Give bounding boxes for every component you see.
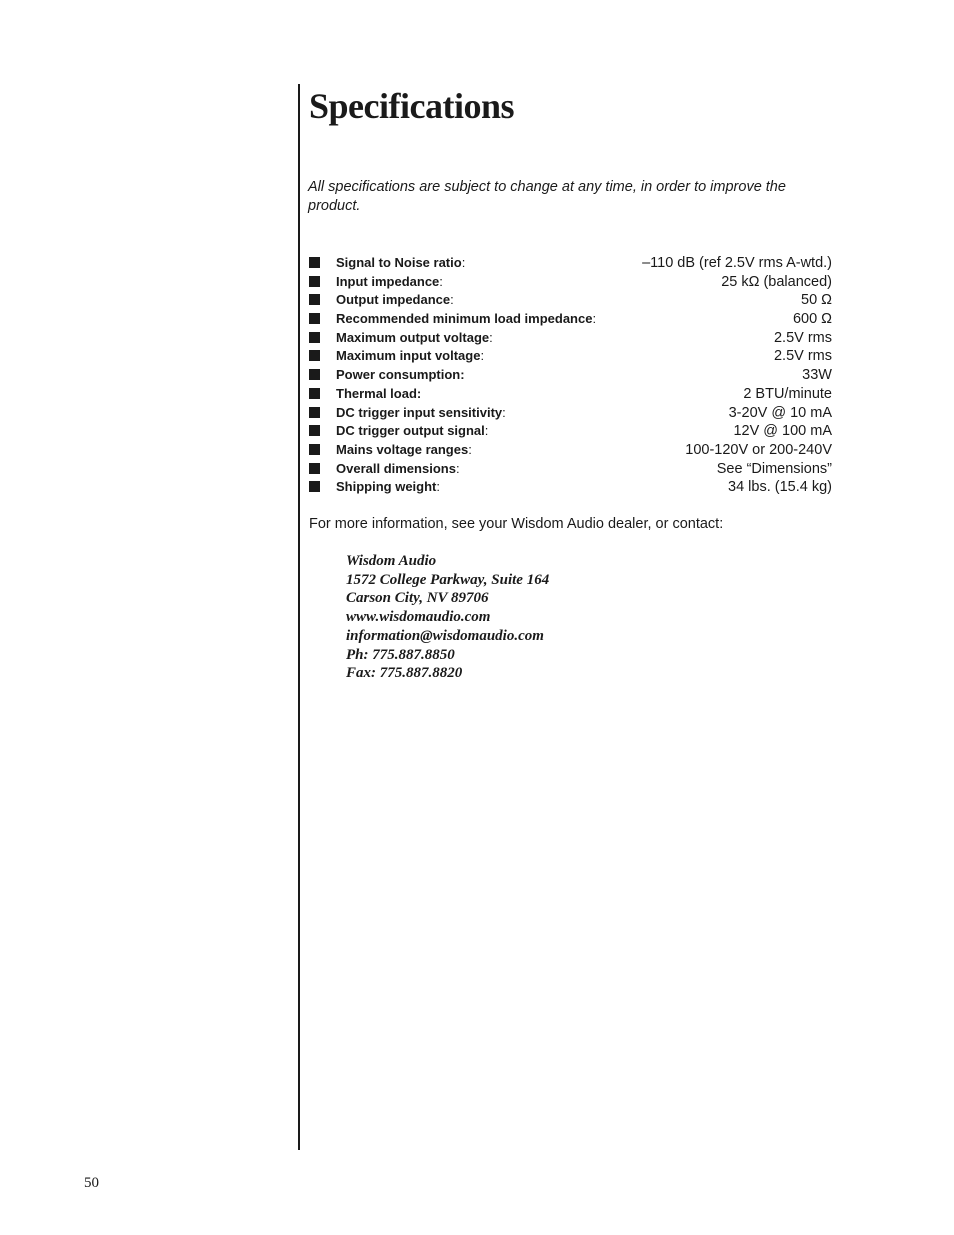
- square-bullet-icon: [309, 444, 320, 455]
- square-bullet-icon: [309, 388, 320, 399]
- spec-label: Shipping weight: [336, 479, 437, 495]
- spec-row-max-input-voltage: Maximum input voltage: 2.5V rms: [309, 347, 832, 366]
- spec-label: Maximum input voltage: [336, 348, 481, 364]
- spec-label: DC trigger output signal: [336, 423, 485, 439]
- square-bullet-icon: [309, 313, 320, 324]
- spec-label: Maximum output voltage: [336, 329, 490, 345]
- spec-row-dc-trigger-output: DC trigger output signal: 12V @ 100 mA: [309, 422, 832, 441]
- contact-phone: Ph: 775.887.8850: [346, 646, 455, 663]
- square-bullet-icon: [309, 294, 320, 305]
- spec-row-max-output-voltage: Maximum output voltage: 2.5V rms: [309, 329, 832, 348]
- disclaimer-text: All specifications are subject to change at any time, in order to improve the product.: [308, 179, 786, 214]
- square-bullet-icon: [309, 332, 320, 343]
- spec-value: –110 dB (ref 2.5V rms A-wtd.): [642, 255, 832, 271]
- spec-list: [309, 254, 832, 497]
- spec-value: 34 lbs. (15.4 kg): [728, 479, 832, 496]
- spec-label: Input impedance: [336, 273, 440, 289]
- spec-value: 100-120V or 200-240V: [685, 441, 832, 458]
- spec-value: 2.5V rms: [773, 348, 832, 365]
- spec-value: 33W: [802, 367, 832, 384]
- spec-label: Overall dimensions: [336, 460, 456, 476]
- square-bullet-icon: [309, 257, 320, 268]
- spec-label: Thermal load:: [336, 385, 422, 401]
- spec-row-output-impedance: Output impedance: 50 Ω: [309, 291, 832, 310]
- spec-row-dc-trigger-input: DC trigger input sensitivity: 3-20V @ 10 mA: [309, 404, 832, 423]
- spec-label: Power consumption:: [336, 367, 465, 383]
- vertical-rule: [298, 84, 300, 1150]
- spec-label: Recommended minimum load impedance: [336, 311, 593, 327]
- spec-label: Mains voltage ranges: [336, 441, 469, 457]
- spec-value: 25 kΩ (balanced): [721, 273, 832, 290]
- spec-row-mains-voltage: Mains voltage ranges: 100-120V or 200-240V: [309, 441, 832, 460]
- spec-row-min-load-impedance: Recommended minimum load impedance: 600 Ω: [309, 310, 832, 329]
- page-title: Specifications: [309, 86, 514, 126]
- square-bullet-icon: [309, 425, 320, 436]
- spec-value: 50 Ω: [801, 292, 832, 309]
- square-bullet-icon: [309, 463, 320, 474]
- spec-row-overall-dimensions: Overall dimensions: See “Dimensions”: [309, 460, 832, 479]
- spec-value: 2.5V rms: [773, 329, 832, 346]
- spec-row-power-consumption: [309, 366, 832, 385]
- square-bullet-icon: [309, 276, 320, 287]
- spec-row-signal-to-noise: Signal to Noise ratio: –110 dB (ref 2.5V rms A-wtd.): [309, 254, 832, 273]
- spec-value: 600 Ω: [792, 311, 832, 328]
- contact-email: information@wisdomaudio.com: [346, 627, 544, 644]
- contact-address-line-2: Carson City, NV 89706: [346, 590, 489, 607]
- spec-row-input-impedance: Input impedance: 25 kΩ (balanced): [309, 273, 832, 292]
- square-bullet-icon: [309, 350, 320, 361]
- spec-label: Signal to Noise ratio: [336, 255, 462, 270]
- spec-label: DC trigger input sensitivity: [336, 404, 503, 420]
- spec-label: Output impedance: [336, 292, 451, 308]
- page-number: 50: [84, 1175, 99, 1191]
- spec-value: 12V @ 100 mA: [733, 423, 832, 440]
- spec-row-shipping-weight: Shipping weight: 34 lbs. (15.4 kg): [309, 478, 832, 497]
- square-bullet-icon: [309, 481, 320, 492]
- more-info-text: For more information, see your Wisdom Audio dealer, or contact:: [309, 516, 724, 532]
- spec-value: 2 BTU/minute: [743, 385, 832, 402]
- contact-fax: Fax: 775.887.8820: [346, 665, 463, 682]
- square-bullet-icon: [309, 407, 320, 418]
- spec-value: See “Dimensions”: [716, 460, 832, 477]
- contact-company: Wisdom Audio: [346, 553, 437, 569]
- contact-address-line-1: 1572 College Parkway, Suite 164: [346, 571, 550, 588]
- contact-website: www.wisdomaudio.com: [346, 609, 491, 626]
- spec-value: 3-20V @ 10 mA: [728, 404, 832, 421]
- contact-block: [346, 552, 549, 683]
- square-bullet-icon: [309, 369, 320, 380]
- spec-row-thermal-load: [309, 385, 832, 404]
